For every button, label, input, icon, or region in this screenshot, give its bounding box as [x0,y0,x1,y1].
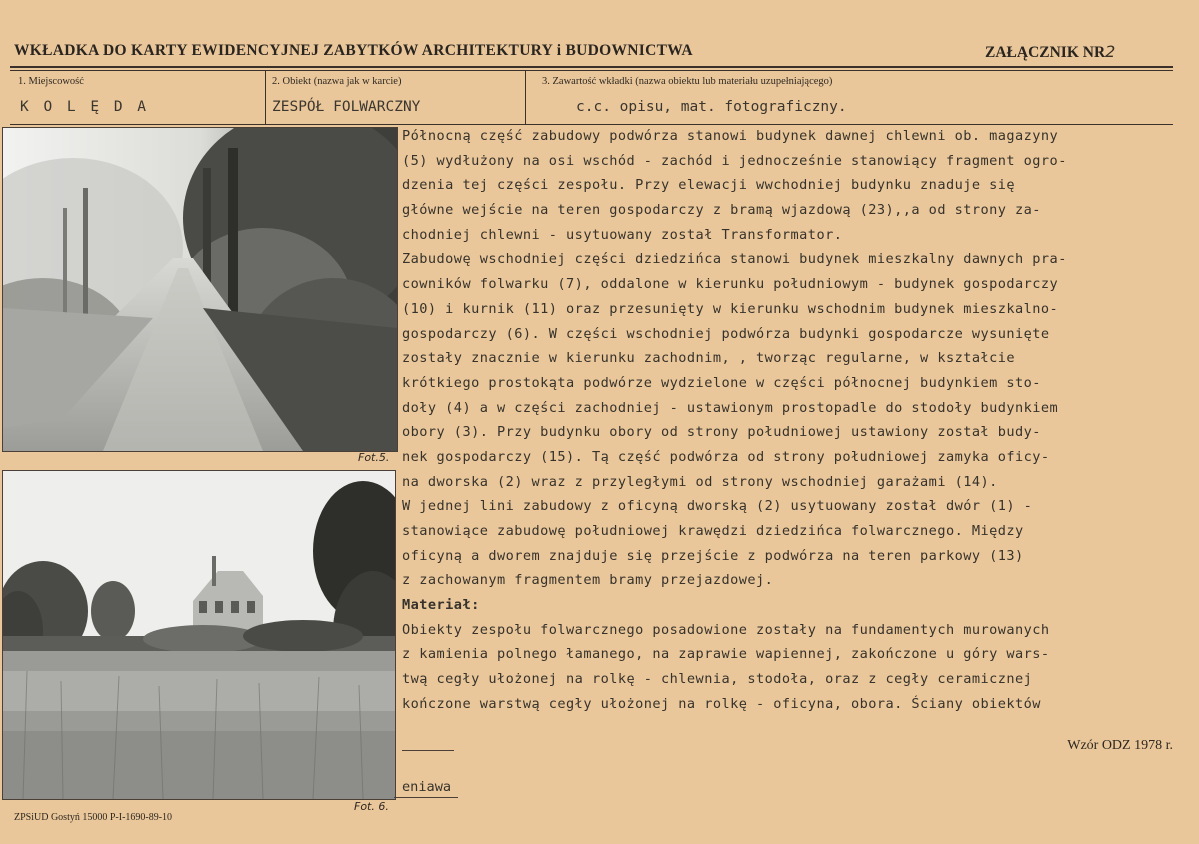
text-line: z zachowanym fragmentem bramy przejazdowej. [402,572,774,589]
annex-number: 2 [1105,42,1116,61]
description-text [402,124,1182,717]
field-label-object: 2. Obiekt (nazwa jak w karcie) [272,76,402,87]
text-line: Zabudowę wschodniej części dziedzińca stanowi budynek mieszkalny dawnych pra- [402,251,1067,268]
text-line: gospodarczy (6). W części wschodniej podwórza budynki gospodarcze wysunięte [402,325,1050,342]
text-fragment: eniawa [402,779,452,795]
printer-imprint: ZPSiUD Gostyń 15000 P-I-1690-89-10 [14,812,173,823]
photo-tree-lined-road [2,127,398,452]
text-line: oficyną a dworem znajduje się przejście z podwórza na teren parkowy (13) [402,547,1024,564]
photo-caption-5: Fot.5. [358,451,390,464]
text-line: Północną część zabudowy podwórza stanowi budynek dawnej chlewni ob. magazyny [402,128,1059,144]
text-line: Obiekty zespołu folwarcznego posadowione zostały na fundamentych murowanych [402,621,1050,638]
text-line: zostały znacznie w kierunku zachodnim, , tworząc regularne, w kształcie [402,350,1016,367]
text-line: (5) wydłużony na osi wschód - zachód i jednocześnie stanowiący fragment ogro- [402,152,1067,169]
field-label-locality: 1. Miejscowość [18,76,84,87]
field-value-locality: K O L Ę D A [20,99,150,115]
section-heading-material: Materiał: [402,597,480,614]
field-divider-2 [525,70,526,125]
field-value-object: ZESPÓŁ FOLWARCZNY [272,99,421,115]
text-line: główne wejście na teren gospodarczy z bramą wjazdową (23),,a od strony za- [402,202,1041,219]
fragment-rule [394,797,458,798]
text-line: W jednej lini zabudowy z oficyną dworską (2) usytuowany został dwór (1) - [402,498,1033,515]
text-line: cowników folwarku (7), oddalone w kierunku południowym - budynek gospodarczy [402,276,1059,293]
text-line: doły (4) a w części zachodniej - ustawionym prostopadle do stodoły budynkiem [402,399,1059,416]
text-line: z kamienia polnego łamanego, na zaprawie wapiennej, zakończone u góry wars- [402,646,1050,663]
photo-field-with-manor [2,470,396,800]
text-line: nek gospodarczy (15). Tą część podwórza od strony południowej zamyka oficy- [402,448,1050,465]
text-line: obory (3). Przy budynku obory od strony południowej ustawiony został budy- [402,424,1041,441]
text-line: (10) i kurnik (11) oraz przesunięty w kierunku wschodnim budynek mieszkalno- [402,300,1059,317]
photo-caption-6: Fot. 6. [354,800,389,813]
form-title: WKŁADKA DO KARTY EWIDENCYJNEJ ZABYTKÓW ARCHITEKTURY i BUDOWNICTWA [14,42,693,59]
annex-label-text: ZAŁĄCZNIK NR [985,44,1106,61]
form-pattern: Wzór ODZ 1978 r. [1067,738,1173,753]
text-line: krótkiego prostokąta podwórze wydzielone w części północnej budynkiem sto- [402,374,1041,391]
text-line: stanowiące zabudowę południowej krawędzi dziedzińca folwarcznego. Między [402,523,1024,539]
field-label-contents: 3. Zawartość wkładki (nazwa obiektu lub materiału uzupełniającego) [542,76,833,87]
field-value-contents: c.c. opisu, mat. fotograficzny. [576,99,847,115]
text-end-rule [402,750,454,751]
text-line: dzenia tej części zespołu. Przy elewacji wwchodniej budynku znaduje się [402,177,1016,194]
text-line: na dworska (2) wraz z przyległymi od strony wschodniej garażami (14). [402,473,998,490]
text-line: kończone warstwą cegły ułożonej na rolkę - oficyna, obora. Ściany obiektów [402,695,1041,712]
field-divider-1 [265,70,266,125]
header-rule-thin [10,70,1173,71]
annex-label [985,42,1115,62]
header-rule [10,66,1173,68]
text-line: twą cegły ułożonej na rolkę - chlewnia, stodoła, oraz z cegły ceramicznej [402,671,1033,688]
text-line: chodniej chlewni - usytuowany został Transformator. [402,226,843,243]
